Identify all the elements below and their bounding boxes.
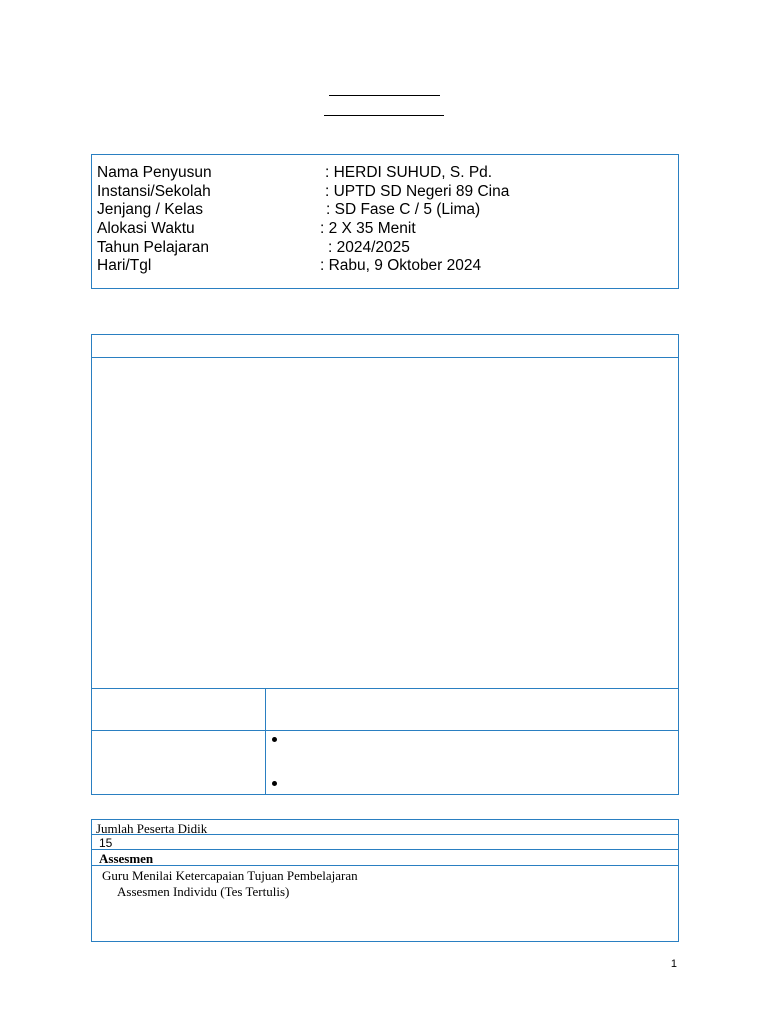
- page-number: 1: [670, 958, 677, 970]
- content-table-row-divider-2: [91, 730, 679, 731]
- students-label: Jumlah Peserta Didik: [96, 821, 208, 836]
- assessment-divider-3: [91, 865, 679, 866]
- label-jenjang-kelas: Jenjang / Kelas: [97, 201, 203, 218]
- content-table-row-divider-1: [91, 688, 679, 689]
- value-hari-tgl: : Rabu, 9 Oktober 2024: [320, 257, 482, 274]
- value-nama-penyusun: : HERDI SUHUD, S. Pd.: [325, 164, 493, 181]
- assessment-divider-2: [91, 849, 679, 850]
- assessment-heading: Assesmen: [99, 851, 154, 866]
- value-instansi-sekolah: : UPTD SD Negeri 89 Cina: [325, 183, 510, 200]
- content-table-header-divider: [91, 357, 679, 358]
- value-alokasi-waktu: : 2 X 35 Menit: [320, 220, 416, 237]
- title-line-1: [329, 95, 440, 96]
- assessment-line-1: Guru Menilai Ketercapaian Tujuan Pembelajaran: [102, 868, 358, 883]
- label-hari-tgl: Hari/Tgl: [97, 257, 152, 274]
- content-table-column-divider: [265, 688, 266, 794]
- content-table: [91, 334, 679, 795]
- label-tahun-pelajaran: Tahun Pelajaran: [97, 239, 210, 256]
- assessment-line-2: Assesmen Individu (Tes Tertulis): [117, 884, 290, 899]
- bullet-marker-2: [272, 781, 277, 786]
- value-jenjang-kelas: : SD Fase C / 5 (Lima): [326, 201, 481, 218]
- bullet-marker-1: [272, 737, 277, 742]
- label-instansi-sekolah: Instansi/Sekolah: [97, 183, 211, 200]
- students-value: 15: [99, 836, 113, 850]
- value-tahun-pelajaran: : 2024/2025: [328, 239, 410, 256]
- title-line-2: [324, 115, 444, 116]
- label-alokasi-waktu: Alokasi Waktu: [97, 220, 195, 237]
- label-nama-penyusun: Nama Penyusun: [97, 164, 212, 181]
